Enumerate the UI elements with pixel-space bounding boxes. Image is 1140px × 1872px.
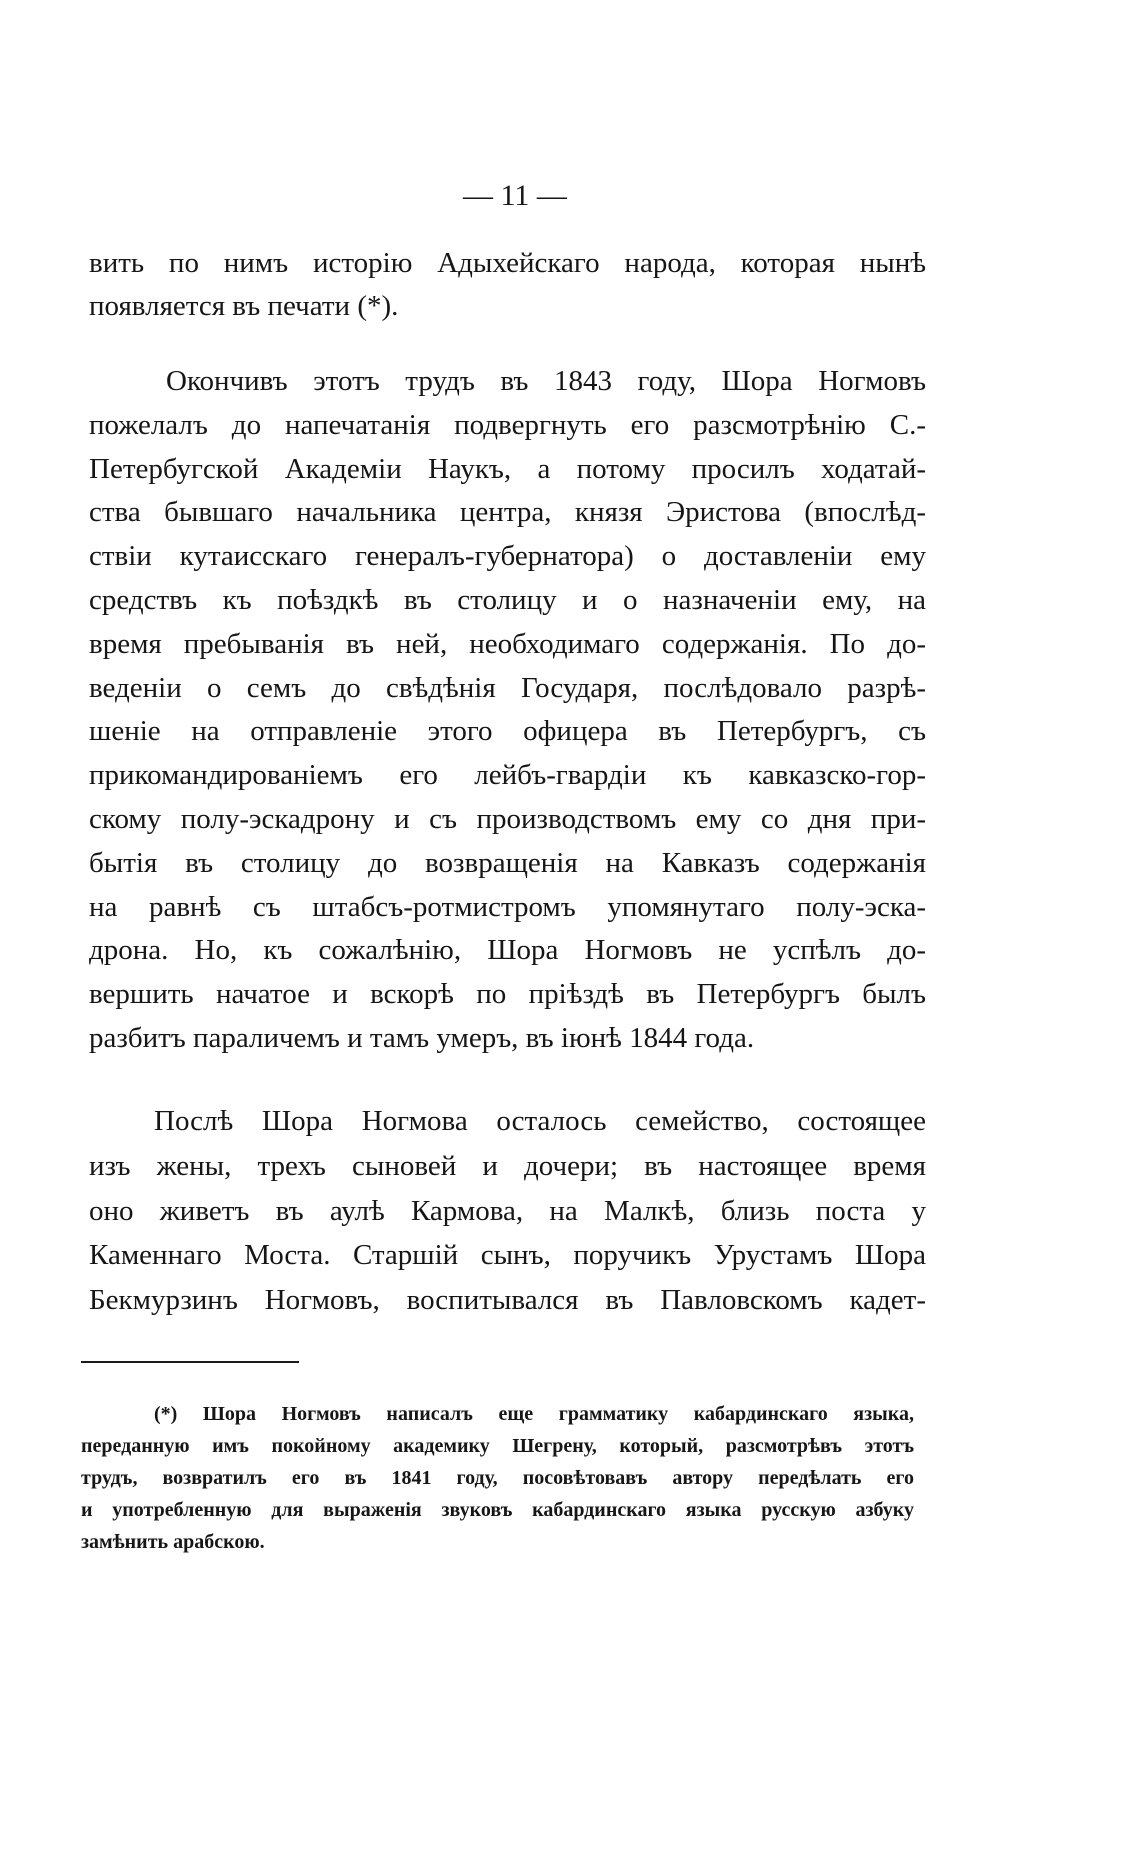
paragraph-line: средствъ къ поѣздкѣ въ столицу и о назначеніи ему, на [89,583,926,616]
paragraph-line: шеніе на отправленіе этого офицера въ Петербургъ, съ [89,715,926,748]
paragraph-line: бытія въ столицу до возвращенія на Кавказъ содержанія [89,846,926,879]
paragraph-line: вершить начатое и вскорѣ по пріѣздѣ въ Петербургъ былъ [89,978,926,1011]
page-number: — 11 — [463,179,567,212]
paragraph-line: Каменнаго Моста. Старшій сынъ, поручикъ Урустамъ Шора [89,1239,926,1272]
paragraph-line: Бекмурзинъ Ногмовъ, воспитывался въ Павловскомъ кадет- [89,1284,926,1317]
paragraph-line: время пребыванія въ ней, необходимаго содержанія. По до- [89,627,926,660]
footnote-line: переданную имъ покойному академику Шегрену, который, разсмотрѣвъ этотъ [81,1435,914,1457]
paragraph-2 [89,360,926,1061]
footnote-line: и употребленную для выраженія звуковъ кабардинскаго языка русскую азбуку [81,1499,914,1521]
paragraph-line: дрона. Но, къ сожалѣнію, Шора Ногмовъ не успѣлъ до- [89,934,926,967]
paragraph-line: ства бывшаго начальника центра, князя Эристова (впослѣд- [89,496,926,529]
footnote-separator [81,1361,299,1363]
paragraph-line: вить по нимъ исторію Адыхейскаго народа, которая нынѣ [89,247,926,279]
paragraph-1 [89,242,926,327]
paragraph-line: Петербугской Академіи Наукъ, а потому просилъ ходатай- [89,452,926,485]
footnote [81,1398,914,1558]
footnote-line: трудъ, возвратилъ его въ 1841 году, посовѣтовавъ автору передѣлать его [81,1467,914,1489]
footnote-line: замѣнить арабскою. [81,1531,265,1553]
paragraph-line: изъ жены, трехъ сыновей и дочери; въ настоящее время [89,1149,926,1182]
paragraph-line: прикомандированіемъ его лейбъ-гвардіи къ кавказско-гор- [89,759,926,792]
footnote-line: (*) Шора Ногмовъ написалъ еще грамматику кабардинскаго языка, [154,1403,914,1425]
paragraph-line: веденіи о семъ до свѣдѣнія Государя, послѣдовало разрѣ- [89,671,926,704]
paragraph-line: ствіи кутаисскаго генералъ-губернатора) о доставленіи ему [89,540,926,573]
paragraph-line: на равнѣ съ штабсъ-ротмистромъ упомянутаго полу-эска- [89,890,926,923]
paragraph-line: Послѣ Шора Ногмова осталось семейство, состоящее [154,1105,926,1137]
paragraph-line: пожелалъ до напечатанія подвергнуть его разсмотрѣнію С.- [89,408,926,441]
paragraph-line: скому полу-эскадрону и съ производствомъ ему со дня при- [89,802,926,835]
paragraph-line: Окончивъ этотъ трудъ въ 1843 году, Шора Ногмовъ [166,365,926,397]
paragraph-line: оно живетъ въ аулѣ Кармова, на Малкѣ, близь поста у [89,1194,926,1227]
paragraph-line: появляется въ печати (*). [89,289,399,322]
paragraph-line: разбитъ параличемъ и тамъ умеръ, въ іюнѣ 1844 года. [89,1021,755,1054]
paragraph-3 [89,1099,926,1323]
